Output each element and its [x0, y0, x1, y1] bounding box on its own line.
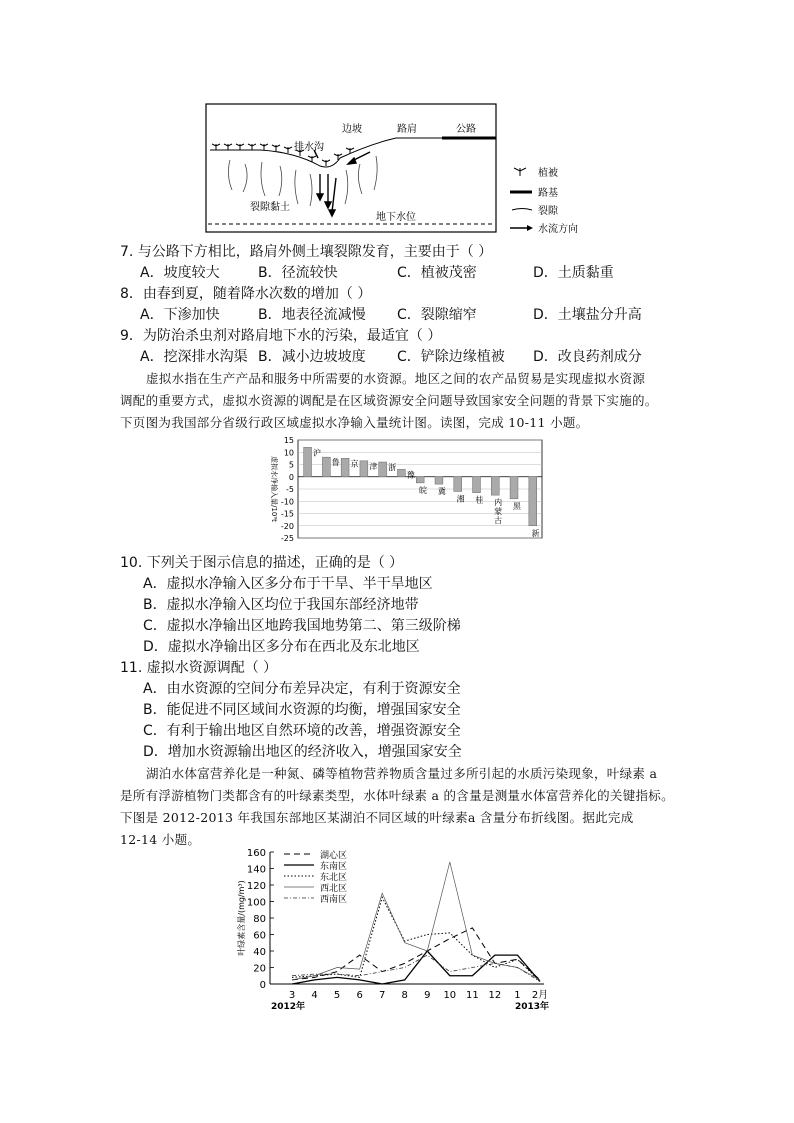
line-ylabel: 叶绿素含量/(mg/m³) — [237, 880, 246, 956]
bar-label-12: 新 — [531, 528, 540, 538]
q8-option-d: D．土壤盐分升高 — [533, 307, 642, 323]
question-11: 11. 虚拟水资源调配（ ） — [120, 660, 278, 676]
line-xtick-label: 2月 — [531, 990, 549, 1001]
q10-option-c: C．虚拟水净输出区地跨我国地势第二、第三级阶梯 — [143, 618, 461, 634]
bar-ytick-label: -20 — [280, 521, 294, 531]
svg-text:水流方向: 水流方向 — [538, 224, 578, 235]
series-line-0 — [292, 928, 540, 980]
line-xtick-label: 5 — [333, 990, 341, 1001]
line-xtick-label: 4 — [311, 990, 318, 1001]
bar-label-9: 桂 — [475, 495, 484, 505]
q8-option-c: C．裂隙缩窄 — [397, 307, 477, 323]
label-shoulder: 路肩 — [397, 124, 417, 135]
line-xtick-label: 8 — [401, 990, 408, 1001]
legend-label-2: 东北区 — [320, 873, 348, 883]
q11-option-d: D．增加水资源输出地区的经济收入，增强国家安全 — [143, 744, 462, 760]
bar-ylabel: 虚拟水净输入量/10⁹t — [270, 456, 278, 522]
line-year-start: 2012年 — [270, 1002, 306, 1012]
bar-ytick-label: 15 — [283, 436, 294, 445]
virtual-water-bar-chart — [252, 434, 548, 546]
line-xtick-label: 10 — [443, 990, 457, 1001]
bar-ytick-label: -10 — [280, 497, 294, 507]
passage-eutrophication: 湖泊水体富营养化是一种氮、磷等植物营养物质含量过多所引起的水质污染现象，叶绿素 a 是所有浮游植物门类都含有的叶绿素类型，水体叶绿素 a 的含量是测量水体富营养化的关键指标。 下图是 2012-2013 年我国东部地区某湖泊不同区域的叶绿素a 含量分布折线图。据此完成 12-14 小题。 — [120, 766, 674, 847]
bar-8 — [454, 477, 462, 492]
bar-label-8: 湘 — [456, 494, 465, 504]
bar-9 — [473, 477, 481, 493]
line-ytick-label: 140 — [246, 864, 266, 876]
legend-label-4: 西南区 — [320, 895, 348, 905]
bar-label-4: 浙 — [388, 463, 397, 473]
bar-ytick-label: 10 — [283, 448, 294, 458]
legend-label-0: 湖心区 — [320, 851, 348, 861]
q8-option-b: B．地表径流减慢 — [258, 307, 366, 323]
q11-option-c: C．有利于输出地区自然环境的改善，增强资源安全 — [143, 723, 461, 739]
bar-label-11: 黑 — [512, 501, 521, 511]
bar-label-1: 鲁 — [331, 458, 340, 468]
svg-text:裂隙: 裂隙 — [538, 206, 558, 217]
line-ytick-label: 40 — [253, 947, 266, 958]
q8-option-a: A．下渗加快 — [140, 307, 220, 323]
q11-option-b: B．能促进不同区域间水资源的均衡，增强国家安全 — [143, 702, 461, 718]
line-year-end: 2013年 — [514, 1002, 550, 1012]
q10-option-b: B．虚拟水净输入区均位于我国东部经济地带 — [143, 597, 419, 613]
label-road: 公路 — [456, 124, 476, 135]
bar-label-0: 沪 — [313, 448, 322, 458]
bar-label-6: 皖 — [419, 485, 428, 495]
line-xtick-label: 7 — [378, 990, 386, 1001]
chlorophyll-line-chart — [232, 842, 572, 1018]
bar-11 — [510, 477, 518, 499]
line-ytick-label: 80 — [253, 914, 266, 925]
bar-6 — [416, 477, 424, 483]
label-groundwater: 地下水位 — [376, 212, 416, 223]
line-ytick-label: 100 — [246, 897, 266, 909]
crack-icon — [512, 209, 532, 211]
bar-ytick-label: 5 — [288, 460, 294, 470]
line-xtick-label: 9 — [424, 990, 431, 1001]
q9-option-a: A．挖深排水沟渠 — [140, 349, 248, 365]
line-xtick-label: 1 — [514, 990, 521, 1001]
q9-option-c: C．铲除边缘植被 — [397, 349, 505, 365]
question-8: 8．由春到夏，随着降水次数的增加（ ） — [120, 286, 372, 302]
line-xtick-label: 11 — [465, 990, 479, 1001]
question-10: 10. 下列关于图示信息的描述，正确的是（ ） — [120, 555, 404, 571]
q7-option-a: A．坡度较大 — [140, 265, 220, 281]
line-ytick-label: 160 — [246, 848, 266, 859]
bar-label-7: 冀 — [437, 487, 446, 497]
bar-label-2: 京 — [350, 459, 359, 469]
line-ytick-label: 0 — [259, 980, 266, 991]
bar-ytick-label: 0 — [288, 472, 294, 482]
q11-option-a: A．由水资源的空间分布差异决定，有利于资源安全 — [143, 681, 461, 697]
line-ytick-label: 60 — [253, 930, 266, 942]
series-line-2 — [292, 897, 540, 981]
label-clay: 裂隙黏土 — [250, 202, 290, 213]
line-xtick-label: 12 — [488, 990, 502, 1001]
label-slope: 边坡 — [342, 124, 362, 135]
q9-option-b: B．减小边坡坡度 — [258, 349, 366, 365]
line-xtick-label: 6 — [356, 990, 363, 1001]
line-xtick-label: 3 — [288, 990, 296, 1001]
label-ditch: 排水沟 — [294, 142, 324, 153]
line-ytick-label: 120 — [246, 881, 266, 892]
q7-option-c: C．植被茂密 — [397, 265, 477, 281]
bar-10 — [491, 477, 499, 495]
passage-virtual-water: 虚拟水指在生产产品和服务中所需要的水资源。地区之间的农产品贸易是实现虚拟水资源 调配的重要方式，虚拟水资源的调配是在区域资源安全问题导致国家安全问题的背景下实施的。 下页图为我国部分省级行政区域虚拟水净输入量统计图。读图，完成 10-11 小题。 — [120, 371, 658, 430]
bar-1 — [322, 457, 330, 477]
legend-label-1: 东南区 — [320, 862, 348, 872]
vegetation-icon — [514, 168, 526, 176]
bar-label-3: 津 — [369, 461, 378, 471]
q10-option-a: A．虚拟水净输入区多分布于干旱、半干旱地区 — [143, 576, 433, 592]
bar-ytick-label: -25 — [280, 534, 294, 543]
bar-label-5: 豫 — [406, 470, 415, 480]
question-9: 9．为防治杀虫剂对路肩地下水的污染，最适宜（ ） — [120, 328, 442, 344]
bar-4 — [379, 462, 387, 477]
svg-text:植被: 植被 — [538, 168, 558, 179]
question-7: 7. 与公路下方相比，路肩外侧土壤裂隙发育，主要由于（ ） — [120, 244, 493, 260]
vegetation-icons — [212, 144, 354, 166]
q7-option-b: B．径流较快 — [258, 265, 338, 281]
series-line-4 — [292, 955, 540, 981]
bar-5 — [397, 469, 405, 476]
legend-label-3: 西北区 — [320, 884, 348, 894]
line-ytick-label: 20 — [253, 963, 266, 975]
bar-12 — [529, 477, 537, 526]
bar-ytick-label: -15 — [280, 509, 294, 519]
q7-option-d: D．土质黏重 — [533, 265, 614, 281]
series-line-1 — [292, 951, 540, 984]
q10-option-d: D．虚拟水净输出区多分布在西北及东北地区 — [143, 639, 420, 655]
bar-0 — [304, 447, 312, 476]
bar-7 — [435, 477, 443, 484]
bar-3 — [360, 461, 368, 477]
bar-2 — [341, 458, 349, 476]
bar-ytick-label: -5 — [286, 485, 294, 494]
svg-text:路基: 路基 — [538, 188, 558, 199]
bar-label-10: 内蒙古 — [494, 498, 503, 526]
road-slope-diagram — [200, 100, 590, 236]
diagram-legend — [510, 166, 578, 235]
q9-option-d: D．改良药剂成分 — [533, 349, 642, 365]
